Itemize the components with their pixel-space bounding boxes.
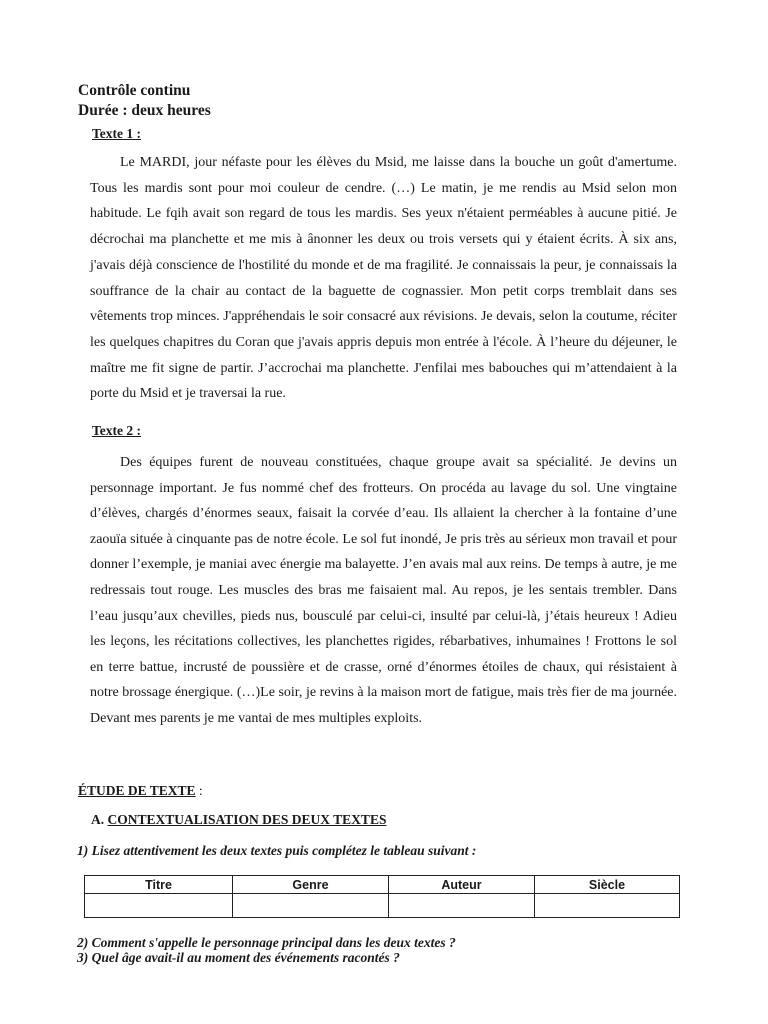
texte2-label: Texte 2 :: [92, 423, 141, 438]
answer-table: [84, 875, 680, 918]
etude-heading: [78, 783, 203, 799]
question-2: 2) Comment s'appelle le personnage principal dans les deux textes ?: [77, 935, 456, 950]
etude-heading-text: ÉTUDE DE TEXTE: [78, 783, 196, 798]
texte1-label: Texte 1 :: [92, 126, 141, 141]
question-3: 3) Quel âge avait-il au moment des événements racontés ?: [77, 950, 400, 965]
section-a-title: CONTEXTUALISATION DES DEUX TEXTES: [107, 812, 387, 827]
texte2-body: Des équipes furent de nouveau constituées, chaque groupe avait sa spécialité. Je devins un personnage important. Je fus nommé chef des frotteurs. On procéda au lavage du sol. Une vingtaine d’élèves, chargés d’énormes seaux, faisait la corvée d’eau. Ils allaient la chercher à la fontaine d’une zaouïa située à cinquante pas de notre école. Le sol fut inondé, Je pris très au sérieux mon travail et pour donner l’exemple, je maniai avec énergie ma balayette. J’en avais mal aux reins. De temps à autre, je me redressais tout rouge. Les muscles des bras me faisaient mal. Au repos, je les sentais trembler. Dans l’eau jusqu’aux chevilles, pieds nus, bousculé par celui-ci, insulté par celui-là, j’étais heureux ! Adieu les leçons, les récitations collectives, les planchettes rigides, rébarbatives, inhumaines ! Frottons le sol en terre battue, incrusté de poussière et de crasse, orné d’énormes étoiles de chaux, qui résistaient à notre brossage énergique. (…)Le soir, je revins à la maison mort de fatigue, mais très fier de ma journée. Devant mes parents je me vantai de mes multiples exploits.: [90, 455, 677, 726]
column-header-genre: Genre: [233, 876, 389, 894]
column-header-auteur: Auteur: [389, 876, 535, 894]
exam-duration: Durée : deux heures: [78, 102, 211, 119]
table-row: [85, 894, 680, 918]
column-header-titre: Titre: [85, 876, 233, 894]
answer-cell-auteur[interactable]: [389, 894, 535, 918]
etude-heading-colon: :: [195, 783, 203, 798]
question-1: 1) Lisez attentivement les deux textes puis complétez le tableau suivant :: [77, 843, 477, 858]
answer-cell-titre[interactable]: [85, 894, 233, 918]
table-header-row: [85, 876, 680, 894]
exam-title: Contrôle continu: [78, 82, 191, 99]
section-a-prefix: A.: [91, 812, 108, 827]
section-a-heading: [91, 812, 386, 828]
answer-cell-siecle[interactable]: [535, 894, 680, 918]
texte1-body: Le MARDI, jour néfaste pour les élèves du Msid, me laisse dans la bouche un goût d'amertume. Tous les mardis sont pour moi couleur de cendre. (…) Le matin, je me rendis au Msid selon mon habitude. Le fqih avait son regard de tous les mardis. Ses yeux n'étaient perméables à aucune pitié. Je décrochai ma planchette et me mis à ânonner les deux ou trois versets qui y étaient écrits. À six ans, j'avais déjà conscience de l'hostilité du monde et de ma fragilité. Je connaissais la peur, je connaissais la souffrance de la chair au contact de la baguette de cognassier. Mon petit corps tremblait dans ses vêtements trop minces. J'appréhendais le soir consacré aux révisions. Je devais, selon la coutume, réciter les quelques chapitres du Coran que j'avais appris depuis mon entrée à l'école. À l’heure du déjeuner, le maître me fit signe de partir. J’accrochai ma planchette. J'enfilai mes babouches qui m’attendaient à la porte du Msid et je traversai la rue.: [90, 155, 677, 402]
answer-cell-genre[interactable]: [233, 894, 389, 918]
column-header-siecle: Siècle: [535, 876, 680, 894]
